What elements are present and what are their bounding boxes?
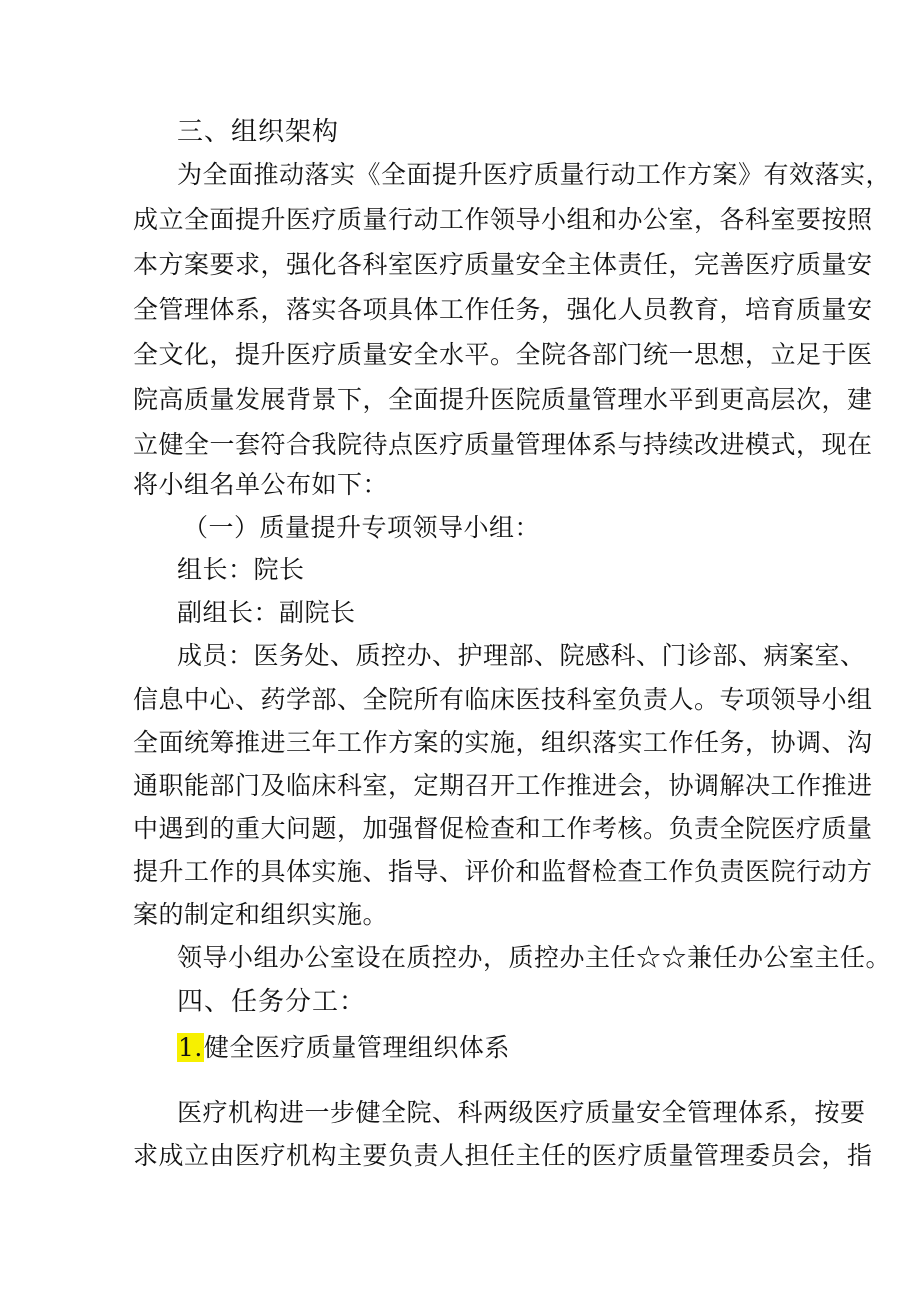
members-line: 案的制定和组织实施。 bbox=[133, 900, 389, 929]
paragraph-line: 立健全一套符合我院待点医疗质量管理体系与持续改进模式，现在 bbox=[133, 430, 873, 459]
paragraph-line: 全管理体系，落实各项具体工作任务，强化人员教育，培育质量安 bbox=[133, 295, 873, 324]
section-heading-organization: 三、组织架构 bbox=[177, 117, 340, 147]
group-leader: 组长：院长 bbox=[177, 555, 305, 584]
paragraph-line: 院高质量发展背景下，全面提升医院质量管理水平到更高层次，建 bbox=[133, 385, 873, 414]
paragraph-line: 求成立由医疗机构主要负责人担任主任的医疗质量管理委员会，指 bbox=[133, 1141, 873, 1170]
paragraph-line: 本方案要求，强化各科室医疗质量安全主体责任，完善医疗质量安 bbox=[133, 250, 873, 279]
members-line: 中遇到的重大问题，加强督促检查和工作考核。负责全院医疗质量 bbox=[133, 814, 873, 843]
members-line: 通职能部门及临床科室，定期召开工作推进会，协调解决工作推进 bbox=[133, 771, 873, 800]
item-number-highlight: 1. bbox=[178, 1033, 203, 1062]
paragraph-line: 将小组名单公布如下： bbox=[133, 470, 389, 499]
paragraph-line: 全文化，提升医疗质量安全水平。全院各部门统一思想，立足于医 bbox=[133, 340, 873, 369]
members-line: 提升工作的具体实施、指导、评价和监督检查工作负责医院行动方 bbox=[133, 857, 873, 886]
section-heading-task-division: 四、任务分工： bbox=[177, 987, 367, 1017]
paragraph-line: 成立全面提升医疗质量行动工作领导小组和办公室，各科室要按照 bbox=[133, 205, 873, 234]
item-title: 健全医疗质量管理组织体系 bbox=[203, 1033, 510, 1062]
paragraph-line: 为全面推动落实《全面提升医疗质量行动工作方案》有效落实， bbox=[177, 160, 892, 189]
task-item-1 bbox=[177, 1030, 510, 1066]
group-deputy: 副组长：副院长 bbox=[177, 598, 356, 627]
paragraph-line: 医疗机构进一步健全院、科两级医疗质量安全管理体系，按要 bbox=[177, 1098, 866, 1127]
members-line: 全面统筹推进三年工作方案的实施，组织落实工作任务，协调、沟 bbox=[133, 728, 873, 757]
office-note: 领导小组办公室设在质控办，质控办主任☆☆兼任办公室主任。 bbox=[177, 943, 892, 972]
members-line: 信息中心、药学部、全院所有临床医技科室负责人。专项领导小组 bbox=[133, 685, 873, 714]
subheading-leadership-group: （一）质量提升专项领导小组： bbox=[183, 513, 541, 542]
members-line: 成员：医务处、质控办、护理部、院感科、门诊部、病案室、 bbox=[177, 641, 866, 670]
